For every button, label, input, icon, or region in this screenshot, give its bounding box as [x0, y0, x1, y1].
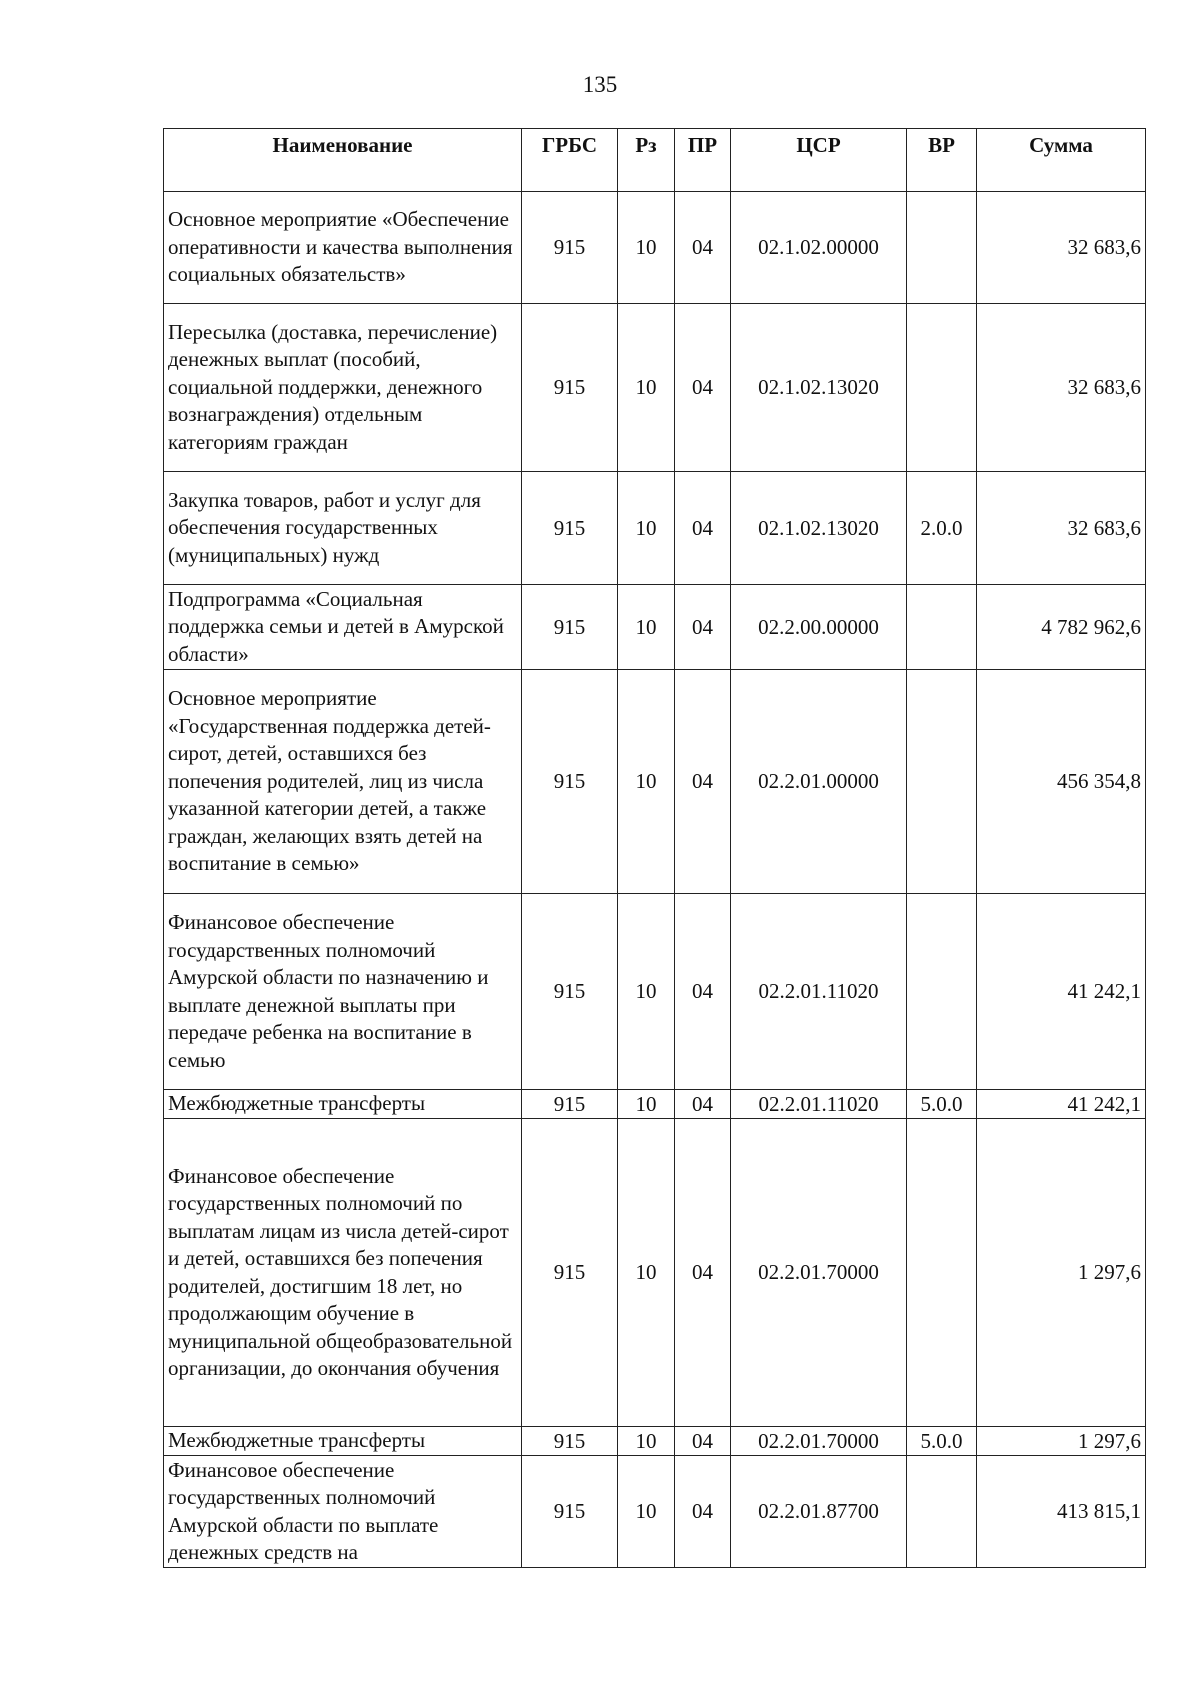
row-vr: 5.0.0 [907, 1090, 977, 1119]
row-sum: 32 683,6 [977, 192, 1146, 304]
row-vr [907, 894, 977, 1090]
table-header [164, 129, 1146, 192]
row-csr: 02.1.02.13020 [731, 304, 907, 472]
header-vr: ВР [907, 129, 977, 192]
row-grbs: 915 [522, 192, 618, 304]
row-grbs: 915 [522, 894, 618, 1090]
row-sum: 1 297,6 [977, 1119, 1146, 1427]
row-grbs: 915 [522, 1427, 618, 1456]
table-body [164, 192, 1146, 1568]
row-sum: 1 297,6 [977, 1427, 1146, 1456]
row-sum: 413 815,1 [977, 1456, 1146, 1568]
row-pr: 04 [675, 894, 731, 1090]
table-row [164, 472, 1146, 585]
row-rz: 10 [618, 585, 675, 670]
row-pr: 04 [675, 472, 731, 585]
row-csr: 02.1.02.00000 [731, 192, 907, 304]
row-vr [907, 1119, 977, 1427]
row-sum: 32 683,6 [977, 304, 1146, 472]
row-name: Основное мероприятие «Государственная поддержка детей-сирот, детей, оставшихся без попечения родителей, лиц из числа указанной категории детей, а также граждан, желающих взять детей на воспитание в семью» [164, 670, 522, 894]
row-pr: 04 [675, 304, 731, 472]
table-row [164, 1119, 1146, 1427]
header-csr: ЦСР [731, 129, 907, 192]
row-rz: 10 [618, 894, 675, 1090]
page-number: 135 [582, 72, 618, 97]
row-rz: 10 [618, 192, 675, 304]
row-rz: 10 [618, 670, 675, 894]
header-rz: Рз [618, 129, 675, 192]
row-grbs: 915 [522, 1090, 618, 1119]
row-grbs: 915 [522, 1119, 618, 1427]
row-grbs: 915 [522, 1456, 618, 1568]
row-rz: 10 [618, 1119, 675, 1427]
row-name: Финансовое обеспечение государственных полномочий Амурской области по выплате денежных средств на [164, 1456, 522, 1568]
row-pr: 04 [675, 670, 731, 894]
row-name: Финансовое обеспечение государственных полномочий Амурской области по назначению и выплате денежной выплаты при передаче ребенка на воспитание в семью [164, 894, 522, 1090]
table-row [164, 192, 1146, 304]
header-name: Наименование [164, 129, 522, 192]
row-vr [907, 585, 977, 670]
row-rz: 10 [618, 304, 675, 472]
row-pr: 04 [675, 1090, 731, 1119]
row-name: Межбюджетные трансферты [164, 1427, 522, 1456]
row-csr: 02.2.01.70000 [731, 1427, 907, 1456]
row-vr [907, 192, 977, 304]
row-csr: 02.2.01.11020 [731, 1090, 907, 1119]
row-name: Подпрограмма «Социальная поддержка семьи и детей в Амурской области» [164, 585, 522, 670]
row-vr [907, 670, 977, 894]
row-sum: 32 683,6 [977, 472, 1146, 585]
header-pr: ПР [675, 129, 731, 192]
row-vr [907, 304, 977, 472]
row-rz: 10 [618, 1090, 675, 1119]
row-pr: 04 [675, 585, 731, 670]
header-sum: Сумма [977, 129, 1146, 192]
table-row [164, 304, 1146, 472]
row-vr: 5.0.0 [907, 1427, 977, 1456]
table-row [164, 1427, 1146, 1456]
row-csr: 02.2.01.00000 [731, 670, 907, 894]
row-vr: 2.0.0 [907, 472, 977, 585]
header-row [164, 129, 1146, 192]
row-csr: 02.2.01.11020 [731, 894, 907, 1090]
row-grbs: 915 [522, 304, 618, 472]
table-row [164, 670, 1146, 894]
row-rz: 10 [618, 1427, 675, 1456]
table-row [164, 1090, 1146, 1119]
row-grbs: 915 [522, 472, 618, 585]
table-row [164, 1456, 1146, 1568]
row-pr: 04 [675, 1427, 731, 1456]
row-sum: 456 354,8 [977, 670, 1146, 894]
row-name: Закупка товаров, работ и услуг для обеспечения государственных (муниципальных) нужд [164, 472, 522, 585]
budget-table [163, 128, 1146, 1568]
row-rz: 10 [618, 1456, 675, 1568]
row-name: Основное мероприятие «Обеспечение оперативности и качества выполнения социальных обязательств» [164, 192, 522, 304]
row-csr: 02.2.01.70000 [731, 1119, 907, 1427]
table-row [164, 585, 1146, 670]
header-grbs: ГРБС [522, 129, 618, 192]
row-pr: 04 [675, 1456, 731, 1568]
row-csr: 02.2.01.87700 [731, 1456, 907, 1568]
row-vr [907, 1456, 977, 1568]
row-sum: 4 782 962,6 [977, 585, 1146, 670]
table-row [164, 894, 1146, 1090]
row-grbs: 915 [522, 585, 618, 670]
row-pr: 04 [675, 1119, 731, 1427]
row-rz: 10 [618, 472, 675, 585]
row-csr: 02.1.02.13020 [731, 472, 907, 585]
row-sum: 41 242,1 [977, 1090, 1146, 1119]
row-sum: 41 242,1 [977, 894, 1146, 1090]
row-name: Пересылка (доставка, перечисление) денежных выплат (пособий, социальной поддержки, денежного вознаграждения) отдельным категориям граждан [164, 304, 522, 472]
row-grbs: 915 [522, 670, 618, 894]
row-name: Межбюджетные трансферты [164, 1090, 522, 1119]
row-pr: 04 [675, 192, 731, 304]
row-name: Финансовое обеспечение государственных полномочий по выплатам лицам из числа детей-сирот и детей, оставшихся без попечения родителей, достигшим 18 лет, но продолжающим обучение в муниципальной общеобразовательной организации, до окончания обучения [164, 1119, 522, 1427]
row-csr: 02.2.00.00000 [731, 585, 907, 670]
